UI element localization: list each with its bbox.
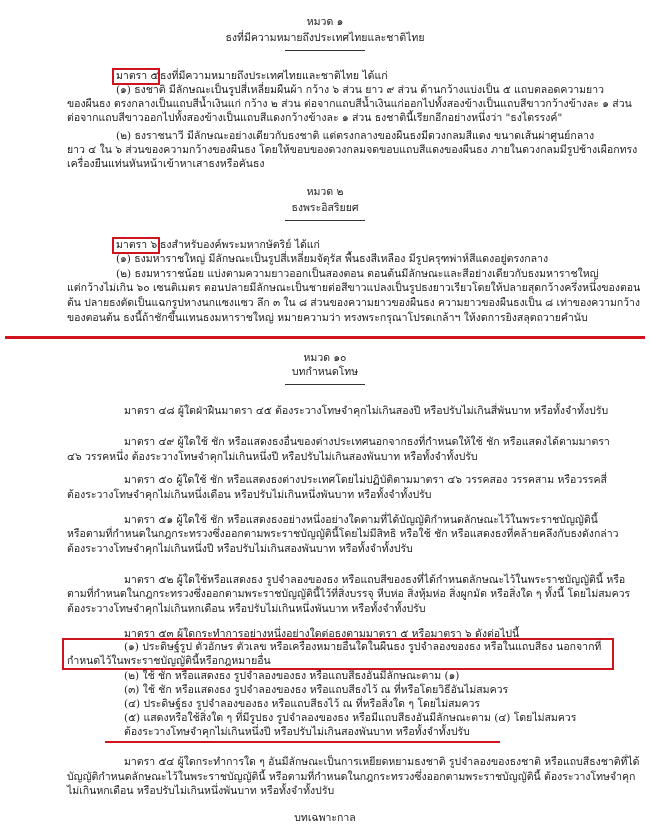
clause-line: (๒) ธงราชนาวี มีลักษณะอย่างเดียวกับธงชาติ แต่ตรงกลางของผืนธงมีดวงกลมสีแดง ขนาดเส้นผ่าศูนย์กลาง [116, 130, 595, 142]
penalty-line: ต้องระวางโทษจำคุกไม่เกินหนึ่งปี หรือปรับไม่เกินสองพันบาท หรือทั้งจำทั้งปรับ [124, 726, 470, 738]
section-para: หรือตามที่กำหนดในกฎกระทรวงซึ่งออกตามพระราชบัญญัตินี้โดยไม่มีสิทธิ หรือใช้ ชัก หรือแสดงธงที่คล้ายคลึงกับธงดังกล่าว [67, 528, 619, 540]
clause-line: ยาว ๔ ใน ๖ ส่วนของความกว้างของผืนธง โดยให้ขอบของดวงกลมจดขอบแถบสีแดงของผืนธง ภายในดวงกลมมีรูปช้างเผือกทรง [67, 144, 638, 156]
clause-line: (๓) ใช้ ชัก หรือแสดงธง รูปจำลองของธง หรือแถบสีธงไว้ ณ ที่หรือโดยวิธีอันไม่สมควร [124, 684, 509, 696]
clause-line: (๑) ธงมหาราชใหญ่ มีลักษณะเป็นรูปสี่เหลี่ยมจัตุรัส พื้นธงสีเหลือง มีรูปครุฑพ่าห์สีแดงอยู่ตรงกลาง [116, 253, 549, 265]
chapter-title: ธงที่มีความหมายถึงประเทศไทยและชาติไทย [225, 32, 425, 44]
chapter-heading: หมวด ๑ [306, 16, 344, 28]
section-para: บัญญัติกำหนดลักษณะไว้ในพระราชบัญญัตินี้ หรือตามที่กำหนดในกฎกระทรวงซึ่งออกตามพระราชบัญญัตินี้ ต้องระวางโทษจำคุก [67, 771, 636, 783]
section-para: มาตรา ๕๓ ผู้ใดกระทำการอย่างหนึ่งอย่างใดต่อธงตามมาตรา ๕ หรือมาตรา ๖ ดังต่อไปนี้ [124, 628, 520, 640]
clause-line: ต้น ปลายธงตัดเป็นแฉกรูปหางนกแซงแซว ลึก ๓ ใน ๘ ส่วนของความยาวของผืนธง ความยาวของผืนธงเป็น ๘ เท่าของความกว้าง [67, 297, 640, 309]
section-para: ไม่เกินหกเดือน หรือปรับไม่เกินหนึ่งพันบาท หรือทั้งจำทั้งปรับ [67, 785, 335, 797]
heading-rule [285, 50, 365, 51]
clause-line: (๔) ประดิษฐ์ธง รูปจำลองของธง หรือแถบสีธงไว้ ณ ที่หรือสิ่งใด ๆ โดยไม่สมควร [124, 698, 481, 710]
chapter-heading: หมวด ๒ [306, 186, 344, 198]
highlight-underline [105, 741, 500, 743]
section-para: มาตรา ๕๒ ผู้ใดใช้หรือแสดงธง รูปจำลองของธง หรือแถบสีของธงที่ได้กำหนดลักษณะไว้ในพระราชบัญญัตินี้ หรือ [124, 574, 626, 586]
section-label: มาตรา ๕ [116, 70, 159, 82]
section-para: ต้องระวางโทษจำคุกไม่เกินหนึ่งเดือน หรือปรับไม่เกินหนึ่งพันบาท หรือทั้งจำทั้งปรับ [67, 489, 432, 501]
section-divider [5, 336, 645, 339]
clause-line: (๒) ใช้ ชัก หรือแสดงธง รูปจำลองของธง หรือแถบสีธงอันมีลักษณะตาม (๑) [124, 670, 460, 682]
clause-line: กำหนดไว้ในพระราชบัญญัตินี้หรือกฎหมายอื่น [67, 655, 271, 667]
section-para: ต้องระวางโทษจำคุกไม่เกินหกเดือน หรือปรับไม่เกินหนึ่งพันบาท หรือทั้งจำทั้งปรับ [67, 603, 426, 615]
chapter-title: ธงพระอิสริยยศ [291, 202, 359, 214]
section-text: ธงที่มีความหมายถึงประเทศไทยและชาติไทย ได้แก่ [160, 70, 388, 82]
section-para: ต้องระวางโทษจำคุกไม่เกินหนึ่งปี หรือปรับไม่เกินสองพันบาท หรือทั้งจำทั้งปรับ [67, 543, 413, 555]
clause-line: (๒) ธงมหาราชน้อย แบ่งตามความยาวออกเป็นสองตอน ตอนต้นมีลักษณะและสีอย่างเดียวกับธงมหาราชใหญ่ [116, 268, 599, 280]
heading-rule [285, 220, 365, 221]
section-para: มาตรา ๔๙ ผู้ใดใช้ ชัก หรือแสดงธงอื่นของต่างประเทศนอกจากธงที่กำหนดให้ใช้ ชัก หรือแสดงได้ตามมาตรา [124, 436, 610, 448]
section-para: มาตรา ๕๑ ผู้ใดใช้ ชัก หรือแสดงธงอย่างหนึ่งอย่างใดตามที่ได้บัญญัติกำหนดลักษณะไว้ในพระราชบัญญัตินี้ [124, 514, 598, 526]
clause-line: เครื่องยืนแท่นหันหน้าเข้าหาเสาธงหรือคันธง [67, 158, 265, 170]
section-para: มาตรา ๕๔ ผู้ใดกระทำการใด ๆ อันมีลักษณะเป็นการเหยียดหยามธงชาติ รูปจำลองของธงชาติ หรือแถบสีธงชาติที่ได้ [124, 756, 640, 768]
clause-line: ต่อจากแถบสีขาวออกไปทั้งสองข้างเป็นแถบสีแดงกว้างข้างละ ๑ ส่วน ธงชาตินี้เรียกอีกอย่างหนึ่งว่า "ธงไตรรงค์" [67, 112, 563, 124]
clause-line: ของผืนธง ตรงกลางเป็นแถบสีน้ำเงินแก่ กว้าง ๒ ส่วน ต่อจากแถบสีน้ำเงินแก่ออกไปทั้งสองข้างเป็นแถบสีขาวกว้างข้างละ ๑ ส่วน [67, 98, 632, 110]
section-label: มาตรา ๖ [116, 239, 158, 251]
section-para: มาตรา ๔๘ ผู้ใดฝ่าฝืนมาตรา ๔๕ ต้องระวางโทษจำคุกไม่เกินสองปี หรือปรับไม่เกินสี่พันบาท หรือทั้งจำทั้งปรับ [124, 405, 609, 417]
clause-line: แต่กว้างไม่เกิน ๖๐ เซนติเมตร ตอนปลายมีลักษณะเป็นชายต่อสีขาวแปลงเป็นรูปธงยาวเรียวโดยให้ปลายสุดกว้างครึ่งหนึ่งของตอน [67, 282, 641, 294]
heading-rule [285, 384, 365, 385]
chapter-heading: หมวด ๑๐ [303, 352, 347, 364]
section-text: ธงสำหรับองค์พระมหากษัตริย์ ได้แก่ [160, 239, 320, 251]
clause-line: ของตอนต้น ธงนี้ถ้าชักขึ้นแทนธงมหาราชใหญ่ หมายความว่า ทรงพระกรุณาโปรดเกล้าฯ ให้งดการยิงสลุตถวายคำนับ [67, 312, 588, 324]
next-chapter-heading: บทเฉพาะกาล [294, 812, 356, 824]
clause-line: (๕) แสดงหรือใช้สิ่งใด ๆ ที่มีรูปธง รูปจำลองของธง หรือมีแถบสีธงอันมีลักษณะตาม (๔) โดยไม่สมควร [124, 712, 577, 724]
clause-line: (๑) ธงชาติ มีลักษณะเป็นรูปสี่เหลี่ยมผืนผ้า กว้าง ๖ ส่วน ยาว ๙ ส่วน ด้านกว้างแบ่งเป็น ๕ แถบตลอดความยาว [116, 84, 605, 96]
section-para: ตามที่กำหนดในกฎกระทรวงซึ่งออกตามพระราชบัญญัตินี้ไว้ที่สิ่งบรรจุ หีบห่อ สิ่งหุ้มห่อ สิ่งผูกมัด หรือสิ่งใด ๆ ทั้งนี้ โดยไม่สมควร [67, 588, 631, 600]
section-para: มาตรา ๕๐ ผู้ใดใช้ ชัก หรือแสดงธงต่างประเทศโดยไม่ปฏิบัติตามมาตรา ๔๖ วรรคสอง วรรคสาม หรือวรรคสี่ [124, 474, 607, 486]
clause-line: (๑) ประดิษฐ์รูป ตัวอักษร ตัวเลข หรือเครื่องหมายอื่นใดในผืนธง รูปจำลองของธง หรือในแถบสีธง นอกจากที่ [124, 641, 602, 653]
chapter-title: บทกำหนดโทษ [291, 366, 359, 378]
section-para: ๔๖ วรรคหนึ่ง ต้องระวางโทษจำคุกไม่เกินหนึ่งปี หรือปรับไม่เกินสองพันบาท หรือทั้งจำทั้งปรับ [67, 451, 478, 463]
